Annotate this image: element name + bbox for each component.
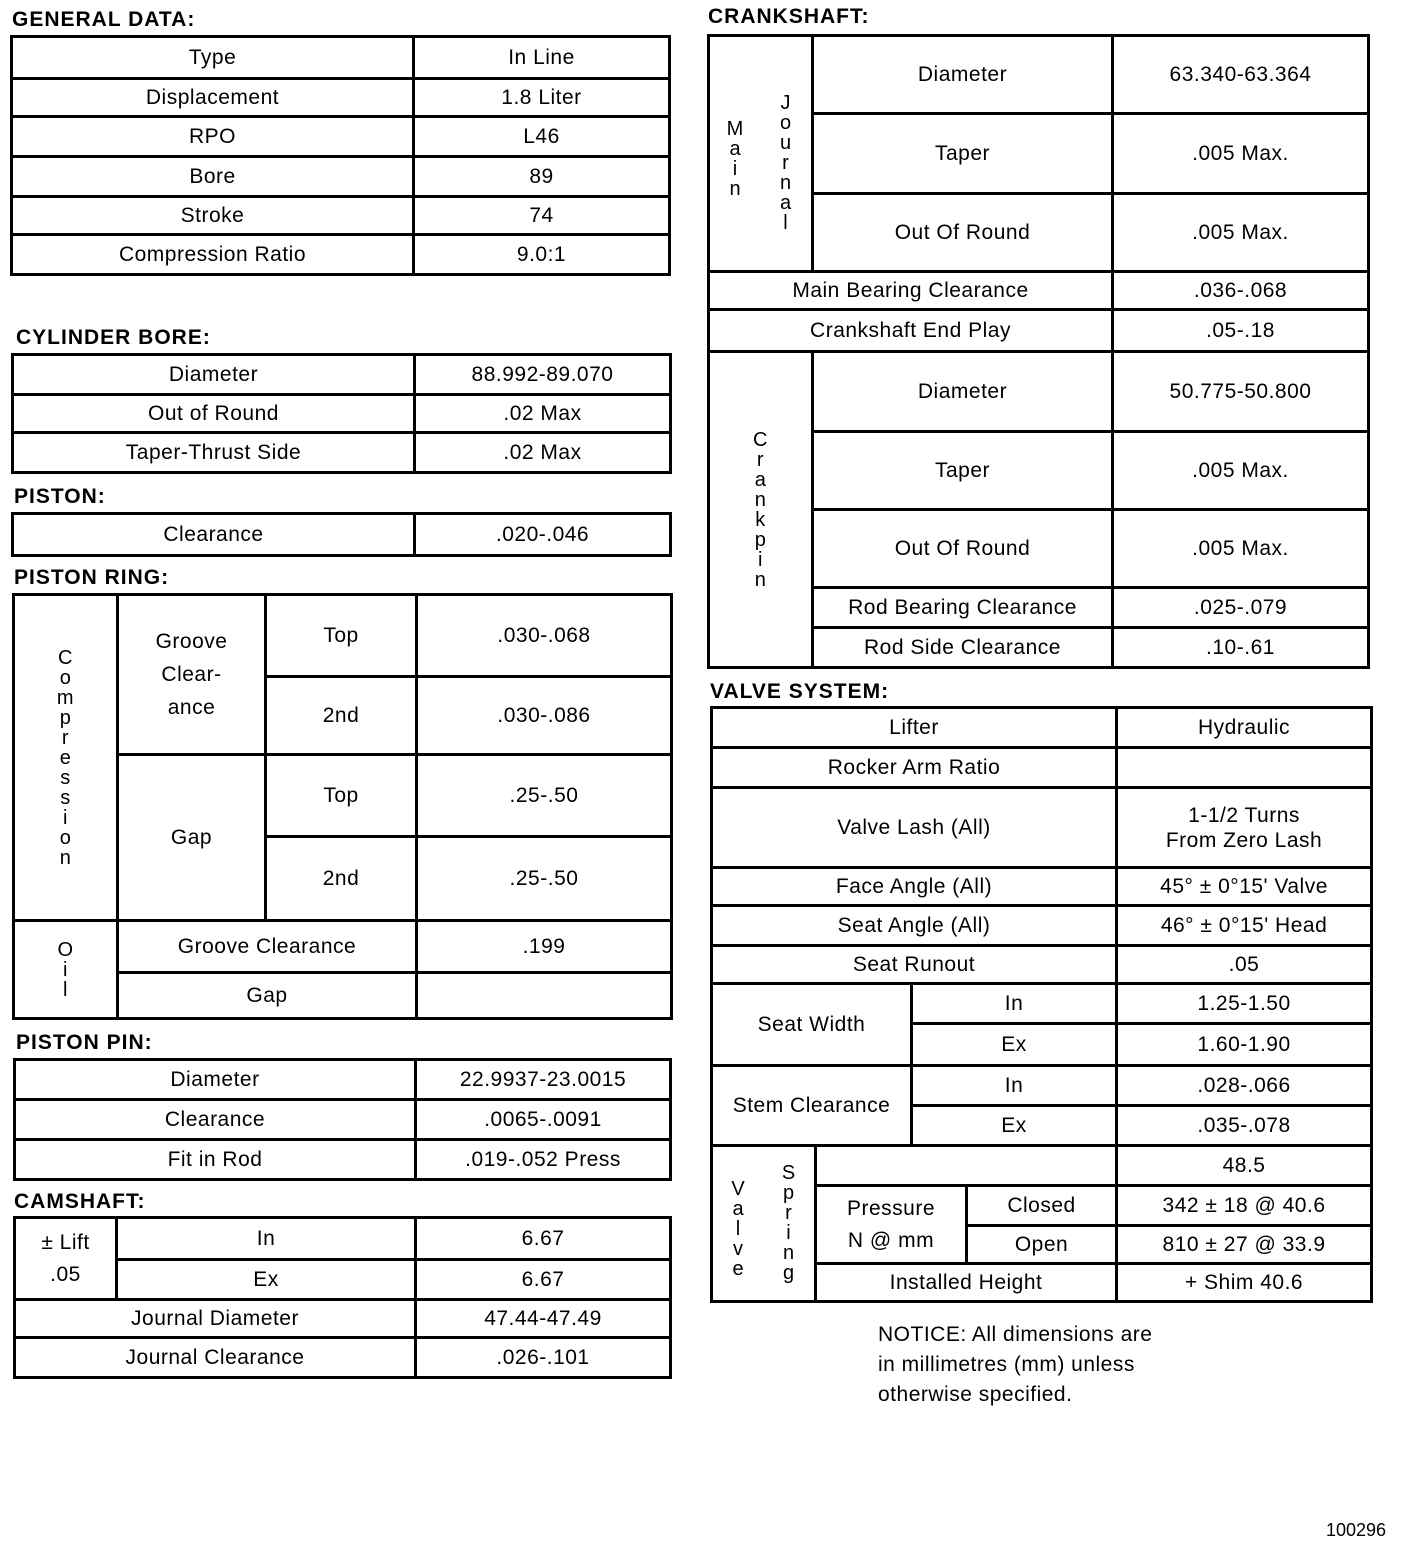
table-row <box>13 355 671 395</box>
table-row <box>712 708 1372 748</box>
spec-value: .0065-.0091 <box>416 1100 671 1140</box>
table-row <box>12 235 670 275</box>
general-data-table <box>10 35 671 276</box>
crankpin-vertical-label: C r a n k p i n <box>709 352 813 668</box>
general-data-heading: GENERAL DATA: <box>12 8 196 31</box>
table-row <box>12 197 670 235</box>
table-row <box>13 514 671 556</box>
table-row <box>15 1100 671 1140</box>
spec-value: 1-1/2 Turns From Zero Lash <box>1117 788 1372 868</box>
spec-value: 22.9937-23.0015 <box>416 1060 671 1100</box>
piston-pin-heading: PISTON PIN: <box>16 1031 153 1054</box>
journal-vertical-label: J o u r n a l <box>761 36 813 272</box>
table-row <box>13 395 671 433</box>
table-row <box>12 157 670 197</box>
spec-label: Out Of Round <box>813 194 1113 272</box>
spec-value: 88.992-89.070 <box>415 355 671 395</box>
table-row <box>709 36 1369 114</box>
document-id: 100296 <box>1326 1520 1387 1540</box>
spec-value: Hydraulic <box>1117 708 1372 748</box>
crankshaft-main-table <box>707 34 1370 669</box>
top-label: Top <box>266 755 417 837</box>
in-label: In <box>912 1066 1117 1106</box>
spring-vertical-label: S p r i n g <box>764 1146 816 1302</box>
spec-label: RPO <box>12 117 414 157</box>
piston-heading: PISTON: <box>14 485 106 508</box>
table-row <box>712 1146 1372 1186</box>
table-row <box>709 352 1369 432</box>
compression-vertical-label: C o m p r e s s i o n <box>14 595 118 921</box>
spec-value: .25-.50 <box>417 755 672 837</box>
table-row <box>712 788 1372 868</box>
spec-value: .025-.079 <box>1113 588 1369 628</box>
end-play-label: Crankshaft End Play <box>709 310 1113 352</box>
ex-label: Ex <box>912 1106 1117 1146</box>
closed-label: Closed <box>967 1186 1117 1226</box>
table-row <box>712 946 1372 984</box>
valve-system-table <box>710 706 1373 1303</box>
main-vertical-label: M a i n <box>709 36 761 272</box>
oil-gap-label: Gap <box>118 973 417 1019</box>
valve-vertical-label: V a l v e <box>712 1146 764 1302</box>
spec-value: .019-.052 Press <box>416 1140 671 1180</box>
notice-text: NOTICE: All dimensions are in millimetres (mm) unless otherwise specified. <box>878 1323 1153 1406</box>
ex-label: Ex <box>912 1024 1117 1066</box>
table-row <box>15 1338 671 1378</box>
rocker-label: Rocker Arm Ratio <box>712 748 1117 788</box>
lifter-label: Lifter <box>712 708 1117 748</box>
spec-value: 1.8 Liter <box>414 79 670 117</box>
table-row <box>14 595 672 677</box>
spec-value: .02 Max <box>415 433 671 473</box>
valve-system-heading: VALVE SYSTEM: <box>710 680 890 703</box>
spec-label: Taper <box>813 432 1113 510</box>
spec-value: .05 <box>1117 946 1372 984</box>
spec-value: .005 Max. <box>1113 194 1369 272</box>
spec-value: In Line <box>414 37 670 79</box>
spec-value: .25-.50 <box>417 837 672 921</box>
piston-ring-table <box>12 593 673 1020</box>
camshaft-table <box>13 1216 672 1379</box>
table-row <box>709 310 1369 352</box>
spec-label: Bore <box>12 157 414 197</box>
spec-label: Diameter <box>13 355 415 395</box>
table-row <box>12 79 670 117</box>
free-length-blank <box>816 1146 1117 1186</box>
spec-label: Taper-Thrust Side <box>13 433 415 473</box>
table-row <box>712 868 1372 906</box>
spec-value: 9.0:1 <box>414 235 670 275</box>
seat-width-label: Seat Width <box>712 984 912 1066</box>
open-label: Open <box>967 1226 1117 1264</box>
spec-value: + Shim 40.6 <box>1117 1264 1372 1302</box>
table-row <box>15 1300 671 1338</box>
seat-angle-label: Seat Angle (All) <box>712 906 1117 946</box>
lift-label: ± Lift .05 <box>15 1218 117 1300</box>
second-label: 2nd <box>266 837 417 921</box>
spec-value: 1.25-1.50 <box>1117 984 1372 1024</box>
spec-value: .10-.61 <box>1113 628 1369 668</box>
spec-value: 1.60-1.90 <box>1117 1024 1372 1066</box>
table-row <box>712 1066 1372 1106</box>
lash-label: Valve Lash (All) <box>712 788 1117 868</box>
table-row <box>15 1060 671 1100</box>
spec-value: .020-.046 <box>415 514 671 556</box>
in-label: In <box>117 1218 416 1260</box>
table-row <box>712 984 1372 1024</box>
in-label: In <box>912 984 1117 1024</box>
piston-table <box>11 512 672 557</box>
table-row <box>712 906 1372 946</box>
spec-label: Out Of Round <box>813 510 1113 588</box>
spec-value: 89 <box>414 157 670 197</box>
spec-value: .005 Max. <box>1113 510 1369 588</box>
spec-label: Displacement <box>12 79 414 117</box>
spec-label: Fit in Rod <box>15 1140 416 1180</box>
spec-value: 45° ± 0°15' Valve <box>1117 868 1372 906</box>
spec-value: 342 ± 18 @ 40.6 <box>1117 1186 1372 1226</box>
spec-value: 50.775-50.800 <box>1113 352 1369 432</box>
spec-value: .030-.068 <box>417 595 672 677</box>
spec-value: 810 ± 27 @ 33.9 <box>1117 1226 1372 1264</box>
table-row <box>709 272 1369 310</box>
spec-value: .035-.078 <box>1117 1106 1372 1146</box>
spec-value <box>417 973 672 1019</box>
spec-label: Out of Round <box>13 395 415 433</box>
spec-label: Taper <box>813 114 1113 194</box>
rod-bearing-label: Rod Bearing Clearance <box>813 588 1113 628</box>
piston-pin-table <box>13 1058 672 1181</box>
spec-value: .199 <box>417 921 672 973</box>
spec-value: .02 Max <box>415 395 671 433</box>
spec-value: L46 <box>414 117 670 157</box>
groove-clearance-label: Groove Clear- ance <box>118 595 266 755</box>
spec-value: 48.5 <box>1117 1146 1372 1186</box>
spec-value: 63.340-63.364 <box>1113 36 1369 114</box>
spec-label: Clearance <box>13 514 415 556</box>
spec-value: .005 Max. <box>1113 114 1369 194</box>
crankshaft-heading: CRANKSHAFT: <box>708 5 870 28</box>
piston-ring-heading: PISTON RING: <box>14 566 170 589</box>
table-row <box>15 1218 671 1260</box>
spec-label: Diameter <box>813 352 1113 432</box>
table-row <box>14 921 672 973</box>
main-bearing-label: Main Bearing Clearance <box>709 272 1113 310</box>
spec-value: .030-.086 <box>417 677 672 755</box>
spec-value: 74 <box>414 197 670 235</box>
seat-runout-label: Seat Runout <box>712 946 1117 984</box>
spec-value: .028-.066 <box>1117 1066 1372 1106</box>
journal-clearance-label: Journal Clearance <box>15 1338 416 1378</box>
spec-label: Diameter <box>15 1060 416 1100</box>
spec-label: Type <box>12 37 414 79</box>
table-row <box>13 433 671 473</box>
oil-vertical-label: O i l <box>14 921 118 1019</box>
oil-groove-label: Groove Clearance <box>118 921 417 973</box>
spec-value: 6.67 <box>416 1218 671 1260</box>
spec-value: 46° ± 0°15' Head <box>1117 906 1372 946</box>
cylinder-bore-heading: CYLINDER BORE: <box>16 326 211 349</box>
spec-value: .005 Max. <box>1113 432 1369 510</box>
table-row <box>15 1140 671 1180</box>
spec-label: Stroke <box>12 197 414 235</box>
pressure-label: Pressure N @ mm <box>816 1186 967 1264</box>
gap-label: Gap <box>118 755 266 921</box>
installed-height-label: Installed Height <box>816 1264 1117 1302</box>
second-label: 2nd <box>266 677 417 755</box>
spec-value: .036-.068 <box>1113 272 1369 310</box>
stem-clearance-label: Stem Clearance <box>712 1066 912 1146</box>
camshaft-heading: CAMSHAFT: <box>14 1190 146 1213</box>
table-row <box>12 117 670 157</box>
face-angle-label: Face Angle (All) <box>712 868 1117 906</box>
ex-label: Ex <box>117 1260 416 1300</box>
table-row <box>12 37 670 79</box>
spec-value: 47.44-47.49 <box>416 1300 671 1338</box>
cylinder-bore-table <box>11 353 672 474</box>
journal-diameter-label: Journal Diameter <box>15 1300 416 1338</box>
spec-label: Diameter <box>813 36 1113 114</box>
spec-value: .05-.18 <box>1113 310 1369 352</box>
spec-label: Compression Ratio <box>12 235 414 275</box>
spec-value: 6.67 <box>416 1260 671 1300</box>
spec-value <box>1117 748 1372 788</box>
rod-side-label: Rod Side Clearance <box>813 628 1113 668</box>
spec-label: Clearance <box>15 1100 416 1140</box>
table-row <box>712 748 1372 788</box>
top-label: Top <box>266 595 417 677</box>
spec-value: .026-.101 <box>416 1338 671 1378</box>
